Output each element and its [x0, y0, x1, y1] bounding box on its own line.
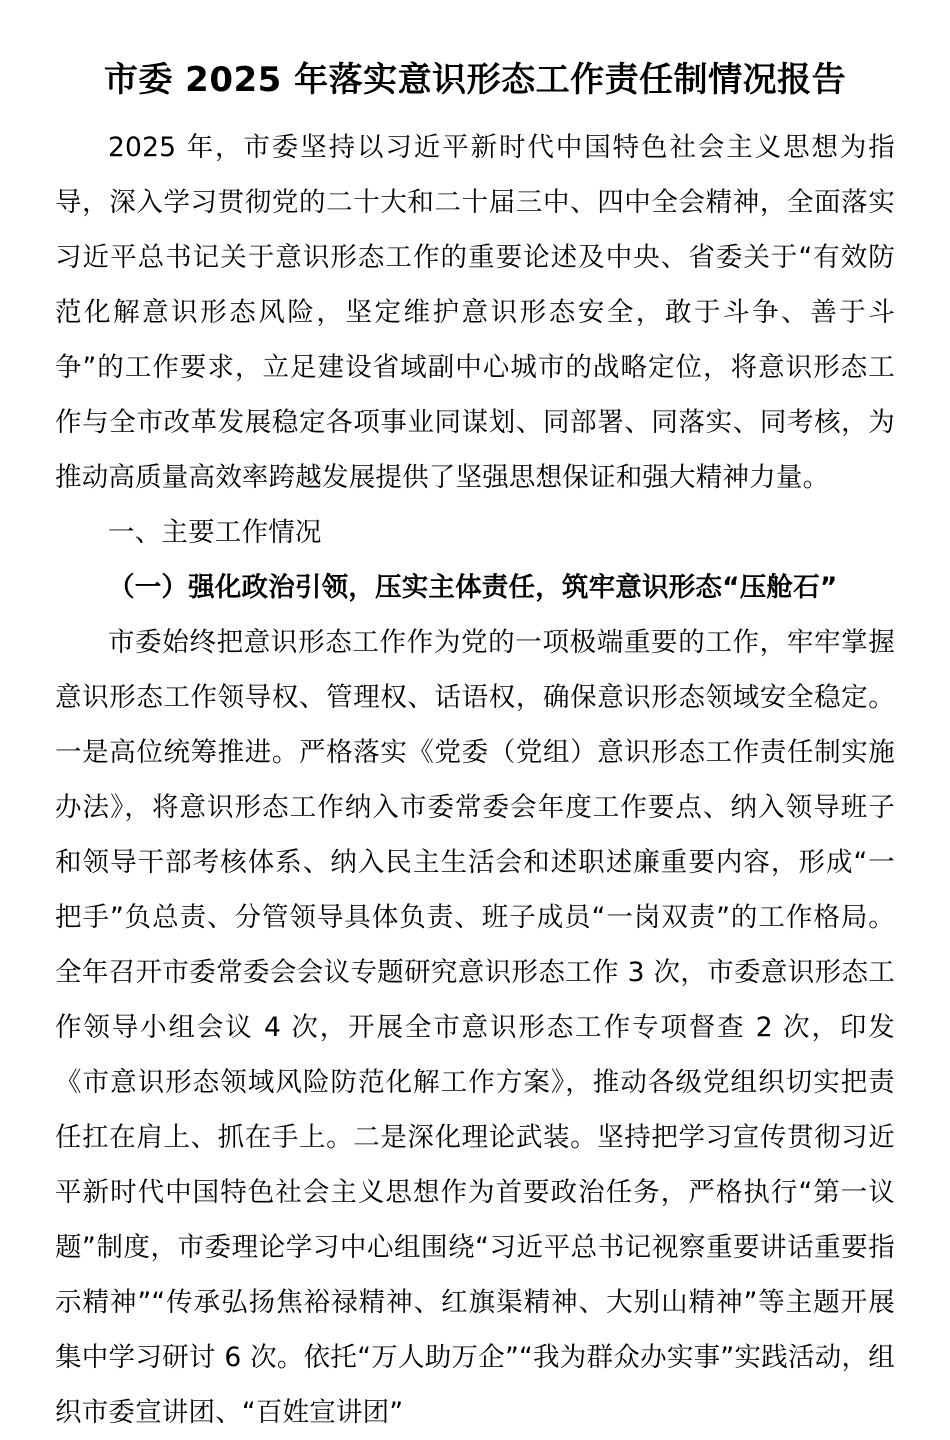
subsection-heading-political-leadership: （一）强化政治引领，压实主体责任，筑牢意识形态“压舱石” — [108, 572, 838, 603]
paragraph-intro: 2025 年，市委坚持以习近平新时代中国特色社会主义思想为指导，深入学习贯彻党的二十大和二十届三中、四中全会精神，全面落实习近平总书记关于意识形态工作的重要论述及中央、省委关于“有效防范化解意识形态风险，坚定维护意识形态安全，敢于斗争、善于斗争”的工作要求，立足建设省域副中心城市的战略定位，将意识形态工作与全市改革发展稳定各项事业同谋划、同部署、同落实、同考核，为推动高质量高效率跨越发展提供了坚强思想保证和强大精神力量。 — [55, 132, 895, 493]
section-heading-main-work: 一、主要工作情况 — [108, 517, 322, 548]
page-title: 市委 2025 年落实意识形态工作责任制情况报告 — [103, 60, 847, 100]
document-body — [55, 120, 895, 1440]
paragraph-section-one-body: 市委始终把意识形态工作作为党的一项极端重要的工作，牢牢掌握意识形态工作领导权、管理权、话语权，确保意识形态领域安全稳定。一是高位统筹推进。严格落实《党委（党组）意识形态工作责任制实施办法》，将意识形态工作纳入市委常委会年度工作要点、纳入领导班子和领导干部考核体系、纳入民主生活会和述职述廉重要内容，形成“一把手”负总责、分管领导具体负责、班子成员“一岗双责”的工作格局。全年召开市委常委会会议专题研究意识形态工作 3 次，市委意识形态工作领导小组会议 4 次，开展全市意识形态工作专项督查 2 次，印发《市意识形态领域风险防范化解工作方案》，推动各级党组织切实把责任扛在肩上、抓在手上。二是深化理论武装。坚持把学习宣传贯彻习近平新时代中国特色社会主义思想作为首要政治任务，严格执行“第一议题”制度，市委理论学习中心组围绕“习近平总书记视察重要讲话重要指示精神”“传承弘扬焦裕禄精神、红旗渠精神、大别山精神”等主题开展集中学习研讨 6 次。依托“万人助万企”“我为群众办实事”实践活动，组织市委宣讲团、“百姓宣讲团” — [55, 627, 895, 1428]
